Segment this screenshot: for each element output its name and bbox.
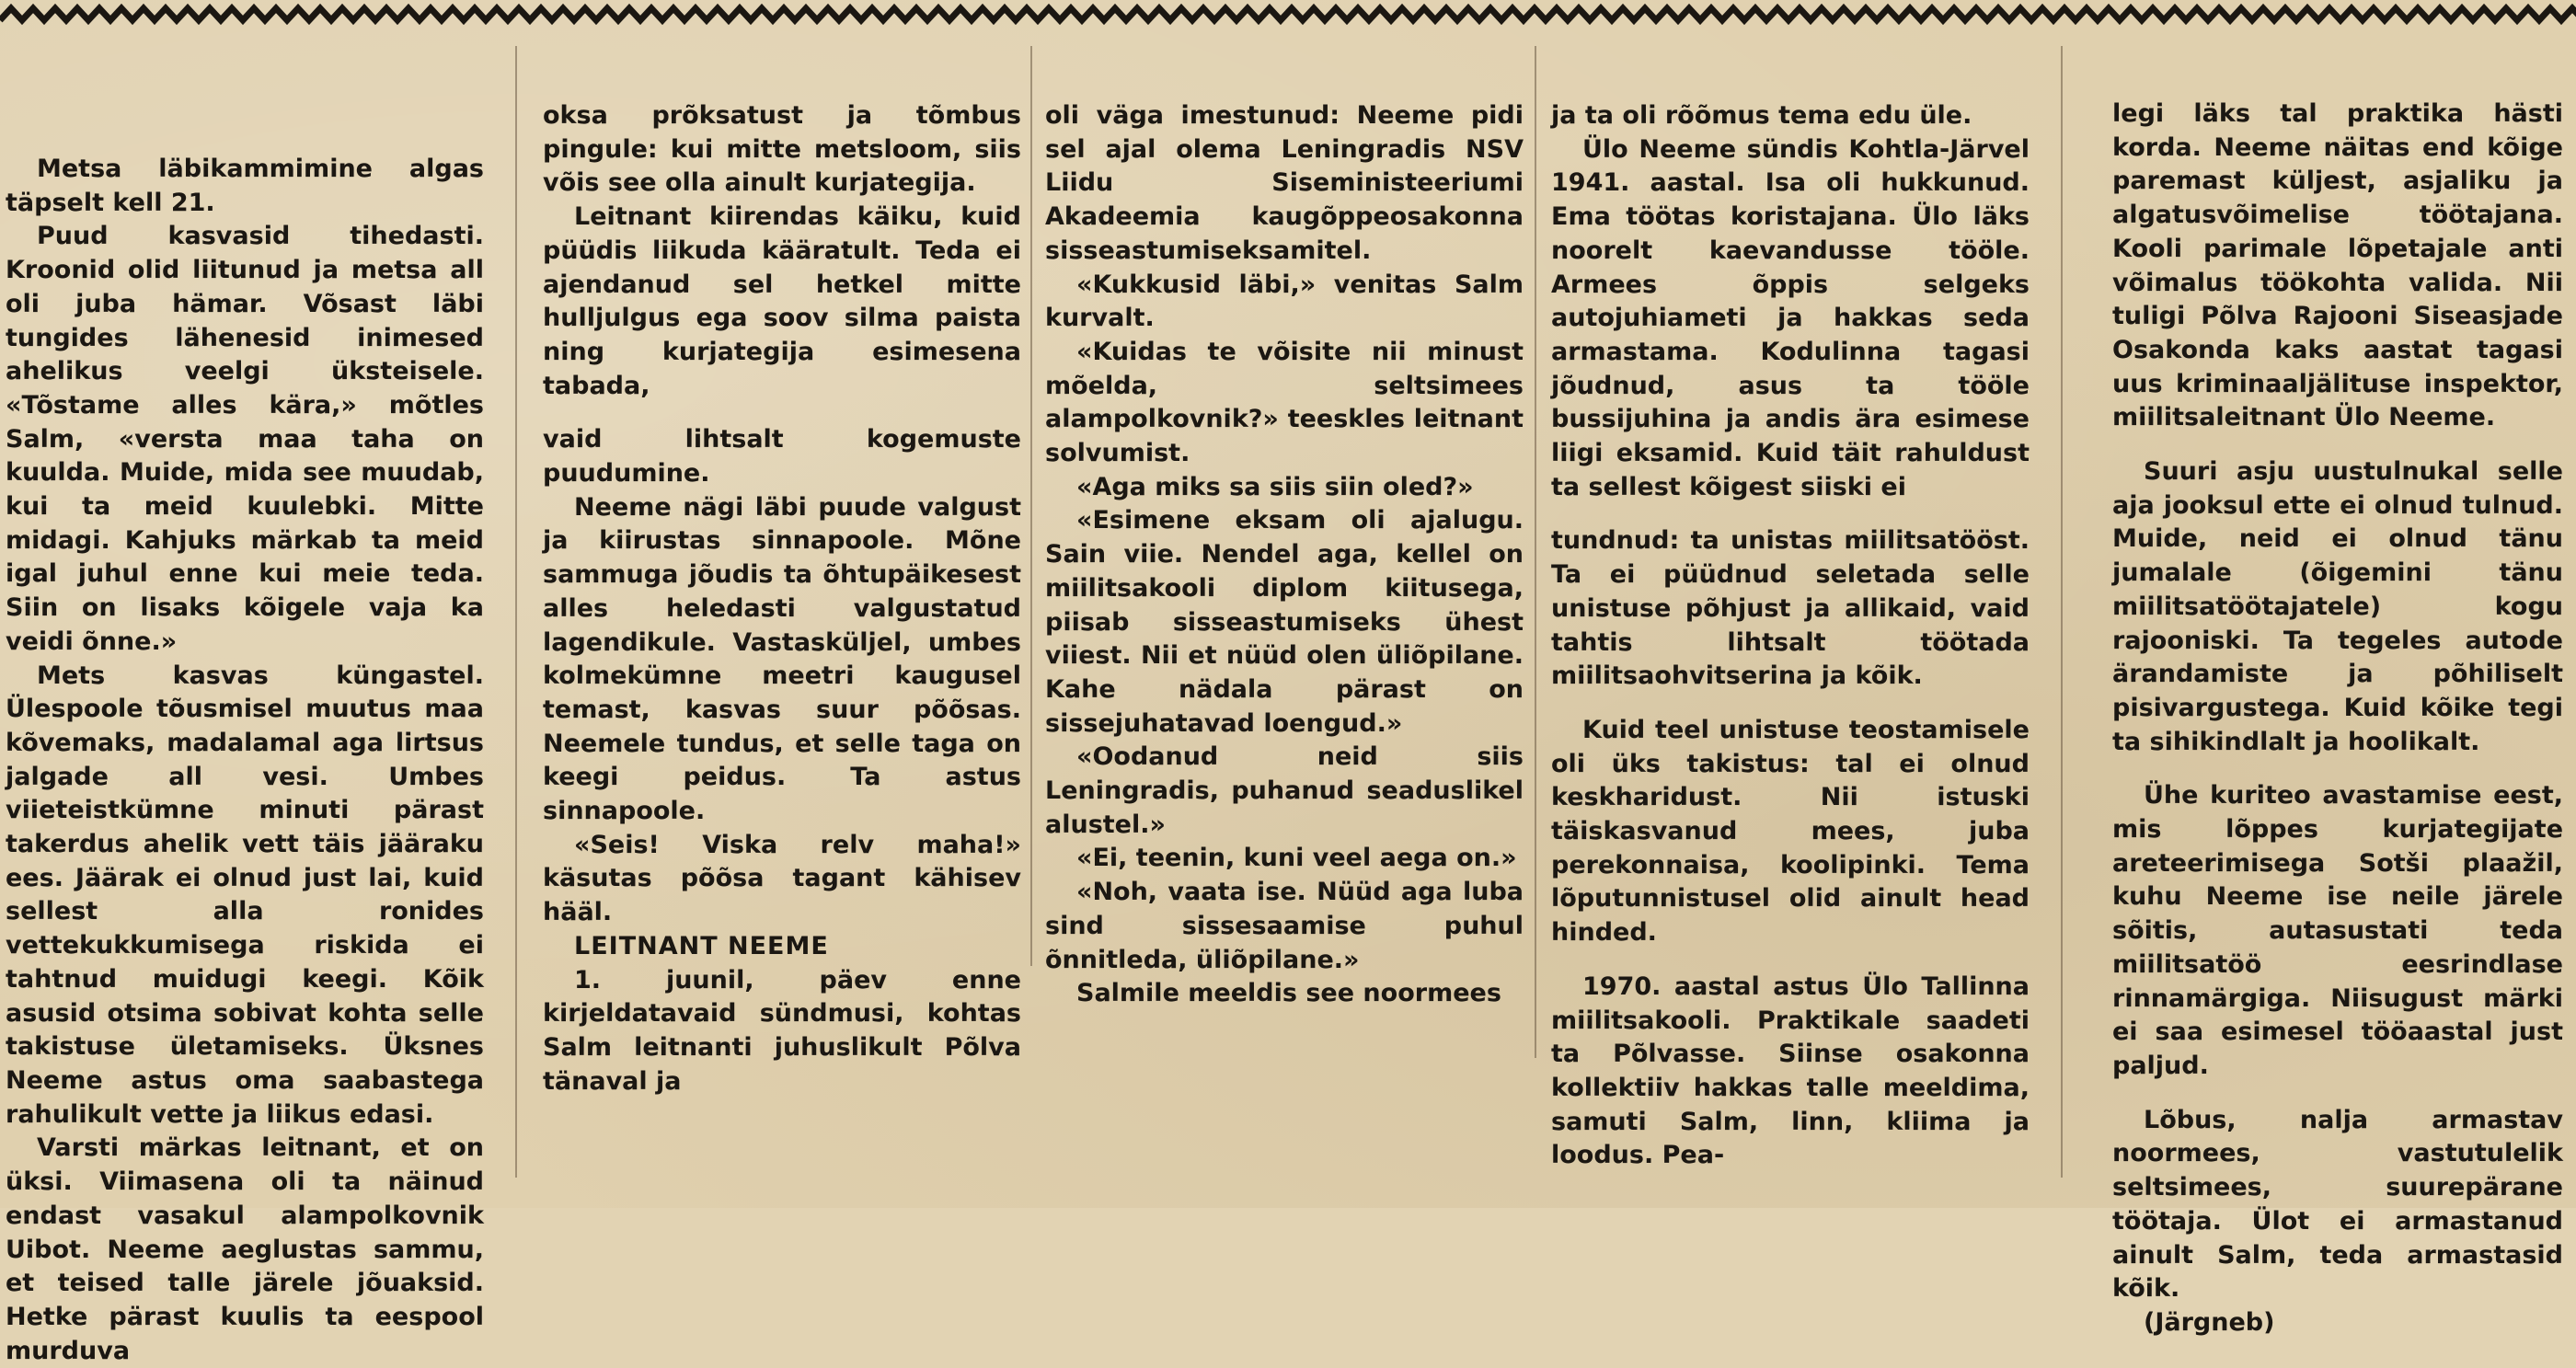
paragraph: ja ta oli rõõmus tema edu üle. bbox=[1551, 101, 1972, 130]
section-heading: LEITNANT NEEME bbox=[574, 931, 829, 960]
column-divider bbox=[515, 46, 517, 1178]
paragraph: Kuid teel unistuse teostamisele oli üks takistus: tal ei olnud keskharidust. Nii istuski täiskasvanud mees, juba perekonnaisa, koolipinki. Tema lõputunnistusel olid ainult head hinded. bbox=[1551, 715, 2030, 948]
paragraph: «Oodanud neid siis Leningradis, puhanud seaduslikel alustel.» bbox=[1045, 742, 1524, 839]
article-column-2 bbox=[543, 99, 1021, 1203]
article-column-3 bbox=[1045, 99, 1524, 1203]
paragraph: «Seis! Viska relv maha!» käsutas põõsa tagant kähisev hääl. bbox=[543, 830, 1021, 927]
paragraph: Suuri asju uustulnukal selle aja jooksul ette ei olnud tulnud. Muide, neid ei olnud tänu jumalale (õigemini tänu miilitsatöötajatele) kogu rajooniski. Ta tegeles autode ärandamiste ja põhiliselt pisivargustega. Kuid kõike tegi ta sihikindlalt ja hoolikalt. bbox=[2112, 457, 2563, 756]
zigzag-border bbox=[0, 0, 2576, 33]
paragraph: Leitnant kiirendas käiku, kuid püüdis liikuda kääratult. Teda ei ajendanud sel hetkel mitte hulljulgus ega soov silma paista ning kurjategija esimesena tabada, bbox=[543, 202, 1021, 400]
paragraph: «Noh, vaata ise. Nüüd aga luba sind sissesaamise puhul õnnitleda, üliõpilane.» bbox=[1045, 878, 1524, 974]
paragraph: Mets kasvas küngastel. Ülespoole tõusmisel muutus maa kõvemaks, madalamal aga lirtsus jalgade all vesi. Umbes viieteistkümne minuti pärast takerdus ahelik vett täis jääraku ees. Jäärak ei olnud just lai, kuid sellest alla ronides vettekukkumisega riskida ei tahtnud muidugi keegi. Kõik asusid otsima sobivat kohta selle takistuse ületamiseks. Üksnes Neeme astus oma saabastega rahulikult vette ja liikus edasi. bbox=[6, 661, 484, 1129]
paragraph: Lõbus, nalja armastav noormees, vastutulelik seltsimees, suurepärane töötaja. Ülot ei armastanud ainult Salm, teda armastasid kõik. bbox=[2112, 1105, 2563, 1304]
paragraph: 1. juunil, päev enne kirjeldatavaid sündmusi, kohtas Salm leitnanti juhuslikult Põlva tänaval ja bbox=[543, 965, 1021, 1096]
paragraph: «Esimene eksam oli ajalugu. Sain viie. Nendel aga, kellel on miilitsakooli diplom kiitusega, piisab sisseastumiseks ühest viiest. Nii et nüüd olen üliõpilane. Kahe nädala pärast on sissejuhatavad loengud.» bbox=[1045, 506, 1524, 738]
paragraph: Metsa läbikammimine algas täpselt kell 21. bbox=[6, 155, 484, 217]
column-divider bbox=[1535, 46, 1536, 1058]
paragraph: legi läks tal praktika hästi korda. Neeme näitas end kõige paremast küljest, asjaliku ja algatusvõimelise töötajana. Kooli parimale lõpetajale anti võimalus töökohta valida. Nii tuligi Põlva Rajooni Siseasjade Osakonda kaks aastat tagasi uus kriminaaljälituse inspektor, miilitsaleitnant Ülo Neeme. bbox=[2112, 99, 2563, 432]
paragraph: 1970. aastal astus Ülo Tallinna miilitsakooli. Praktikale saadeti ta Põlvasse. Siinse osakonna kollektiiv hakkas talle meeldima, samuti Salm, linn, kliima ja loodus. Pea- bbox=[1551, 971, 2030, 1170]
paragraph: Puud kasvasid tihedasti. Kroonid olid liitunud ja metsa all oli juba hämar. Võsast läbi tungides lähenesid inimesed ahelikus veelgi üksteisele. «Tõstame alles kära,» mõtles Salm, «versta maa taha on kuulda. Muide, mida see muudab, kui ta meid kuulebki. Mitte midagi. Kahjuks märkab ta meid igal juhul enne kui meie teda. Siin on lisaks kõigele vaja ka veidi õnne.» bbox=[6, 222, 484, 656]
paragraph: «Aga miks sa siis siin oled?» bbox=[1076, 472, 1474, 501]
article-column-1 bbox=[6, 153, 484, 1365]
article-column-5 bbox=[2112, 98, 2563, 1337]
article-column-4 bbox=[1551, 99, 2030, 1203]
column-divider bbox=[2061, 46, 2063, 1178]
continued-note: (Järgneb) bbox=[2144, 1307, 2275, 1337]
paragraph: «Kuidas te võisite nii minust mõelda, seltsimees alampolkovnik?» teeskles leitnant solvumist. bbox=[1045, 337, 1524, 468]
paragraph: «Kukkusid läbi,» venitas Salm kurvalt. bbox=[1045, 270, 1524, 333]
paragraph: oli väga imestunud: Neeme pidi sel ajal olema Leningradis NSV Liidu Siseministeeriumi Akadeemia kaugõppeosakonna sisseastumiseksamitel. bbox=[1045, 101, 1524, 265]
paragraph: Neeme nägi läbi puude valgust ja kiirustas sinnapoole. Mõne sammuga jõudis ta õhtupäikesest alles heledasti valgustatud lagendikule. Vastasküljel, umbes kolmekümne meetri kaugusel temast, kasvas suur põõsas. Neemele tundus, et selle taga on keegi peidus. Ta astus sinnapoole. bbox=[543, 492, 1021, 826]
paragraph: Ühe kuriteo avastamise eest, mis lõppes kurjategijate areteerimisega Sotši plaažil, kuhu Neeme ise neile järele sõitis, autasustati teda miilitsatöö eesrindlase rinnamärgiga. Niisugust märki ei saa esimesel tööaastal just paljud. bbox=[2112, 781, 2563, 1080]
paragraph: Ülo Neeme sündis Kohtla-Järvel 1941. aastal. Isa oli hukkunud. Ema töötas koristajana. Ülo läks noorelt kaevandusse tööle. Armees õppis selgeks autojuhiameti ja hakkas seda armastama. Kodulinna tagasi jõudnud, asus ta tööle bussijuhina ja andis ära esimese liigi eksamid. Kuid täit rahuldust ta sellest kõigest siiski ei bbox=[1551, 134, 2030, 501]
paragraph: vaid lihtsalt kogemuste puudumine. bbox=[543, 425, 1021, 489]
paragraph: «Ei, teenin, kuni veel aega on.» bbox=[1076, 844, 1517, 873]
paragraph: oksa prõksatust ja tõmbus pingule: kui mitte metsloom, siis võis see olla ainult kurjategija. bbox=[543, 101, 1021, 198]
paragraph: Salmile meeldis see noormees bbox=[1076, 979, 1501, 1008]
paragraph: tundnud: ta unistas miilitsatööst. Ta ei püüdnud seletada selle unistuse põhjust ja allikaid, vaid tahtis lihtsalt töötada miilitsaohvitserina ja kõik. bbox=[1551, 526, 2030, 691]
paragraph: Varsti märkas leitnant, et on üksi. Viimasena oli ta näinud endast vasakul alampolkovnik Uibot. Neeme aeglustas sammu, et teised talle järele jõuaksid. Hetke pärast kuulis ta eespool murduva bbox=[6, 1133, 484, 1365]
column-divider bbox=[1030, 46, 1032, 966]
